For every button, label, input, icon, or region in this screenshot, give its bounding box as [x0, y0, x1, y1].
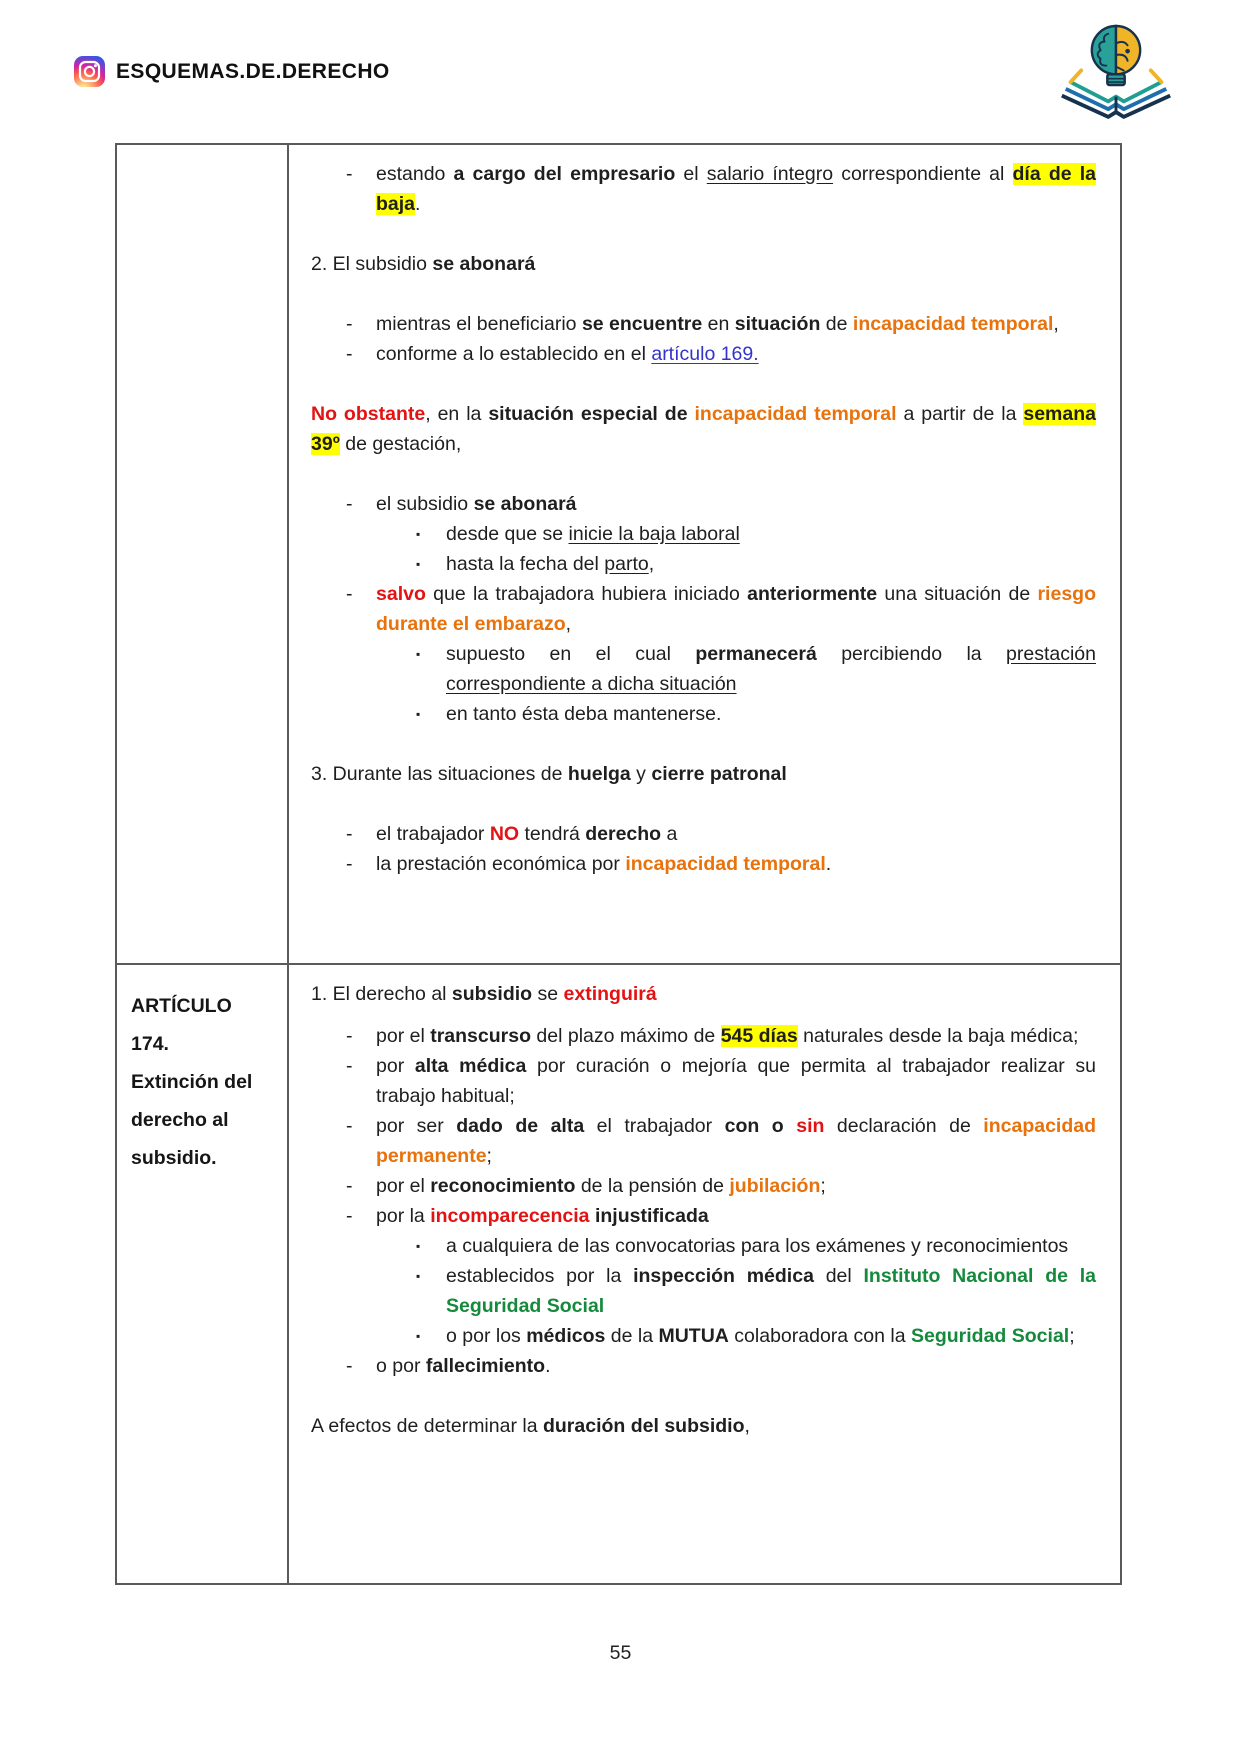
text-segment: , — [744, 1415, 750, 1437]
bullet-item — [311, 579, 1096, 639]
brain-lightbulb-book-logo — [1058, 14, 1174, 126]
text-segment: , — [565, 613, 572, 635]
square-bullet-marker: ▪ — [416, 1329, 421, 1343]
bullet-text — [446, 549, 1096, 579]
text-segment: . — [415, 193, 421, 215]
article-title-line: subsidio. — [131, 1147, 217, 1169]
dash-bullet-marker: - — [346, 313, 353, 335]
text-segment: incapacidad temporal — [852, 313, 1054, 335]
bullet-item — [311, 1201, 1096, 1231]
text-segment: transcurso — [430, 1025, 531, 1047]
text-segment: Seguridad Social — [911, 1325, 1070, 1347]
dash-bullet-marker: - — [346, 853, 353, 875]
text-segment: semana 39º — [311, 403, 1096, 455]
text-segment: a partir de la — [896, 403, 1024, 425]
bullet-text — [376, 1051, 1096, 1111]
article-169-link[interactable]: artículo 169. — [651, 343, 759, 365]
square-bullet-marker: ▪ — [416, 1269, 421, 1283]
text-segment: cierre patronal — [651, 763, 787, 785]
article-cell-empty — [116, 144, 288, 964]
text-segment: se abonará — [432, 253, 536, 275]
text-segment: A efectos de determinar la — [311, 1415, 543, 1437]
text-segment: a — [661, 823, 678, 845]
text-segment: inspección médica — [633, 1265, 814, 1287]
text-segment: o por — [376, 1355, 426, 1377]
text-segment: injustificada — [594, 1205, 709, 1227]
page-number: 55 — [609, 1642, 632, 1664]
text-segment: tendrá — [519, 823, 586, 845]
square-bullet-marker: ▪ — [416, 527, 421, 541]
paragraph — [311, 979, 1096, 1009]
dash-bullet-marker: - — [346, 823, 353, 845]
text-segment: desde que se — [446, 523, 569, 545]
text-segment: se — [532, 983, 564, 1005]
bullet-item — [311, 1351, 1096, 1381]
text-segment: a cualquiera de las convocatorias para los exámenes y reconocimientos — [446, 1235, 1069, 1257]
brand-title: ESQUEMAS.DE.DERECHO — [116, 59, 390, 83]
text-segment: MUTUA — [658, 1325, 729, 1347]
bullet-text — [376, 1111, 1096, 1171]
text-segment: la prestación económica por — [376, 853, 626, 875]
square-bullet-marker: ▪ — [416, 557, 421, 571]
schema-table — [115, 143, 1122, 1585]
bullet-item — [311, 1111, 1096, 1171]
text-segment: 1. El derecho al — [311, 983, 452, 1005]
bullet-item — [311, 819, 1096, 849]
bullet-text — [376, 819, 1096, 849]
bullet-text — [446, 519, 1096, 549]
sub-bullet-item — [311, 1231, 1096, 1261]
article-174-cell — [116, 964, 288, 1584]
text-segment: día de la baja — [376, 163, 1097, 215]
text-segment: huelga — [567, 763, 631, 785]
text-segment: el subsidio — [376, 493, 474, 515]
text-segment: por curación o mejoría que permita al trabajador realizar su trabajo habitual; — [376, 1055, 1096, 1107]
text-segment: del — [813, 1265, 864, 1287]
bullet-text — [446, 639, 1096, 699]
square-bullet-marker: ▪ — [416, 647, 421, 661]
text-segment: que la trabajadora hubiera iniciado — [425, 583, 748, 605]
paragraph — [311, 759, 1096, 789]
dash-bullet-marker: - — [346, 343, 353, 365]
text-segment: por ser — [376, 1115, 457, 1137]
bullet-text — [376, 159, 1096, 219]
text-segment: el — [675, 163, 707, 185]
text-segment: subsidio — [451, 983, 533, 1005]
bullet-text — [376, 309, 1096, 339]
paragraph — [311, 249, 1096, 279]
text-segment: dado de alta — [456, 1115, 585, 1137]
text-segment: ; — [1069, 1325, 1075, 1347]
text-segment: ; — [486, 1145, 492, 1167]
text-segment: supuesto en el cual — [446, 643, 696, 665]
text-segment: situación especial de — [488, 403, 695, 425]
text-segment: 2. El subsidio — [311, 253, 433, 275]
bullet-text — [376, 1351, 1096, 1381]
text-segment — [784, 1115, 797, 1137]
text-segment: y — [630, 763, 652, 785]
content-cell-article-174 — [288, 964, 1121, 1584]
bullet-item — [311, 849, 1096, 879]
text-segment: salario íntegro — [706, 163, 834, 185]
text-segment: naturales desde la baja médica; — [797, 1025, 1079, 1047]
paragraph — [311, 1411, 1096, 1441]
text-segment: reconocimiento — [430, 1175, 576, 1197]
bullet-item — [311, 1051, 1096, 1111]
text-segment: de — [820, 313, 853, 335]
text-segment: por la — [376, 1205, 431, 1227]
sub-bullet-item — [311, 549, 1096, 579]
text-segment: incapacidad permanente — [376, 1115, 1097, 1167]
text-segment: el trabajador — [584, 1115, 725, 1137]
bullet-text — [376, 579, 1096, 639]
bullet-item — [311, 1021, 1096, 1051]
text-segment: incapacidad temporal — [694, 403, 897, 425]
text-segment: se encuentre — [581, 313, 703, 335]
text-segment: incapacidad temporal — [625, 853, 826, 875]
text-segment: , en la — [425, 403, 489, 425]
bullet-text — [446, 1321, 1096, 1351]
article-title-line: ARTÍCULO 174. — [131, 995, 232, 1055]
sub-bullet-item — [311, 519, 1096, 549]
text-segment: , — [648, 553, 655, 575]
sub-bullet-item — [311, 699, 1096, 729]
table-row — [116, 964, 1121, 1584]
bullet-text — [376, 849, 1096, 879]
text-segment: fallecimiento — [425, 1355, 546, 1377]
bullet-item — [311, 309, 1096, 339]
dash-bullet-marker: - — [346, 1175, 353, 1197]
bullet-text — [376, 1201, 1096, 1231]
text-segment: mientras el beneficiario — [376, 313, 582, 335]
instagram-icon — [74, 56, 105, 87]
text-segment: 545 días — [720, 1025, 798, 1047]
text-segment: . — [545, 1355, 551, 1377]
text-segment: el trabajador — [376, 823, 490, 845]
text-segment: Instituto Nacional de la Seguridad Social — [446, 1265, 1096, 1317]
bullet-text — [376, 489, 1096, 519]
text-segment: médicos — [526, 1325, 606, 1347]
text-segment: a cargo del empresario — [453, 163, 676, 185]
text-segment: parto — [604, 553, 649, 575]
dash-bullet-marker: - — [346, 1115, 353, 1137]
text-segment: situación — [734, 313, 821, 335]
dash-bullet-marker: - — [346, 1055, 353, 1077]
text-segment: con o — [724, 1115, 784, 1137]
square-bullet-marker: ▪ — [416, 1239, 421, 1253]
text-segment: o por los — [446, 1325, 527, 1347]
text-segment: de la pensión de — [575, 1175, 730, 1197]
text-segment: jubilación — [729, 1175, 821, 1197]
text-segment: . — [825, 853, 832, 875]
text-segment: ; — [820, 1175, 826, 1197]
text-segment: salvo — [376, 583, 426, 605]
text-segment: prestación correspondiente a dicha situación — [446, 643, 1096, 695]
text-segment: de la — [605, 1325, 659, 1347]
dash-bullet-marker: - — [346, 493, 353, 515]
text-segment: , — [1053, 313, 1059, 335]
text-segment: una situación de — [877, 583, 1038, 605]
dash-bullet-marker: - — [346, 1205, 353, 1227]
text-segment: anteriormente — [747, 583, 878, 605]
header-brand — [74, 56, 390, 87]
paragraph — [311, 399, 1096, 459]
dash-bullet-marker: - — [346, 583, 353, 605]
article-title-line: derecho al — [131, 1109, 229, 1131]
text-segment: derecho — [585, 823, 662, 845]
text-segment: estando — [376, 163, 454, 185]
text-segment: se abonará — [473, 493, 577, 515]
text-segment: establecidos por la — [446, 1265, 634, 1287]
bullet-item — [311, 489, 1096, 519]
bullet-item — [311, 339, 1096, 369]
text-segment: duración del subsidio — [542, 1415, 745, 1437]
text-segment: hasta la fecha del — [446, 553, 605, 575]
text-segment: percibiendo la — [816, 643, 1007, 665]
bullet-item — [311, 1171, 1096, 1201]
dash-bullet-marker: - — [346, 163, 353, 185]
dash-bullet-marker: - — [346, 1355, 353, 1377]
text-segment: extinguirá — [563, 983, 657, 1005]
dash-bullet-marker: - — [346, 1025, 353, 1047]
bullet-text — [446, 1261, 1096, 1321]
text-segment: colaboradora con la — [728, 1325, 911, 1347]
text-segment: en — [702, 313, 735, 335]
text-segment: sin — [796, 1115, 825, 1137]
text-segment: No obstante — [311, 403, 426, 425]
text-segment: incomparecencia — [430, 1205, 590, 1227]
bullet-text — [376, 339, 1096, 369]
text-segment: NO — [489, 823, 520, 845]
article-title-line: Extinción del — [131, 1071, 253, 1093]
bullet-text — [446, 699, 1096, 729]
text-segment: correspondiente al — [833, 163, 1013, 185]
square-bullet-marker: ▪ — [416, 707, 421, 721]
table-row — [116, 144, 1121, 964]
text-segment: inicie la baja laboral — [568, 523, 740, 545]
text-segment: del plazo máximo de — [531, 1025, 721, 1047]
content-cell-continuation — [288, 144, 1121, 964]
sub-bullet-item — [311, 1321, 1096, 1351]
bullet-text — [446, 1231, 1096, 1261]
text-segment: en tanto ésta deba mantenerse. — [446, 703, 722, 725]
sub-bullet-item — [311, 1261, 1096, 1321]
bullet-text — [376, 1021, 1096, 1051]
bullet-text — [376, 1171, 1096, 1201]
text-segment: declaración de — [824, 1115, 984, 1137]
text-segment: conforme a lo establecido en el — [376, 343, 652, 365]
sub-bullet-item — [311, 639, 1096, 699]
text-segment: por — [376, 1055, 415, 1077]
text-segment: permanecerá — [695, 643, 817, 665]
text-segment: 3. Durante las situaciones de — [311, 763, 568, 785]
text-segment: de gestación, — [339, 433, 462, 455]
text-segment: por el — [376, 1175, 431, 1197]
text-segment: alta médica — [414, 1055, 527, 1077]
bullet-item — [311, 159, 1096, 219]
text-segment: riesgo durante el embarazo — [376, 583, 1096, 635]
text-segment: por el — [376, 1025, 431, 1047]
